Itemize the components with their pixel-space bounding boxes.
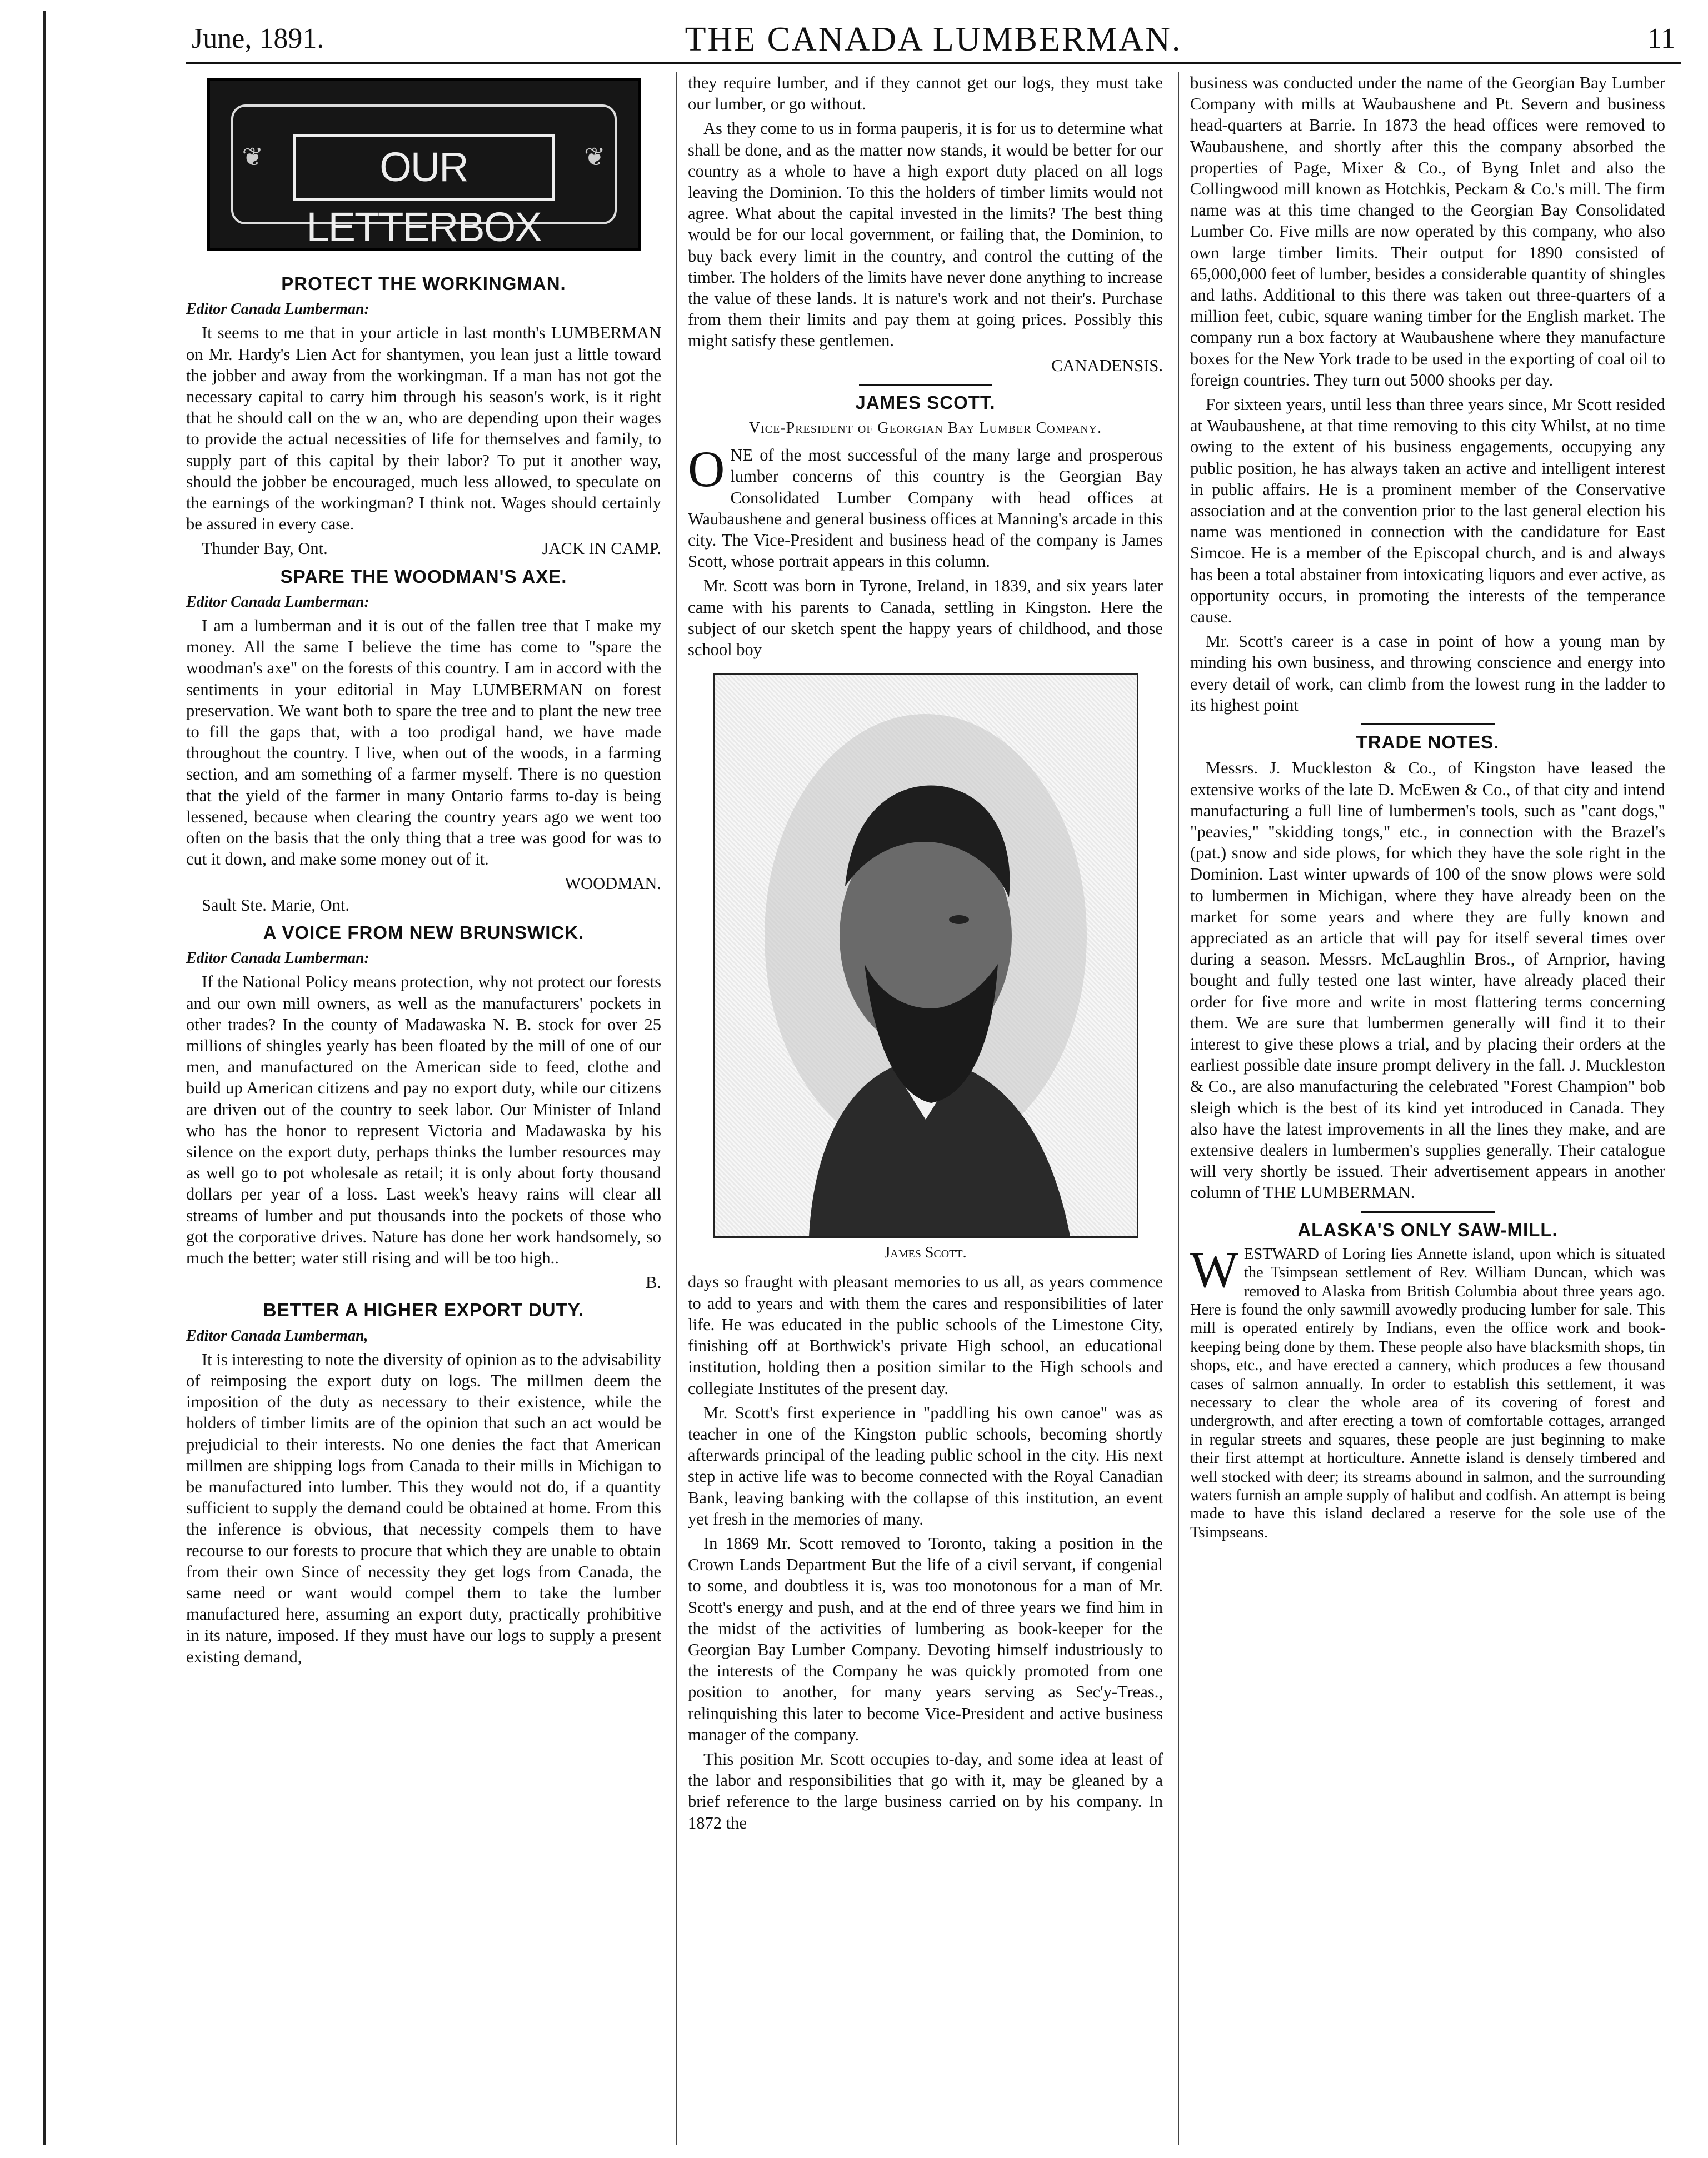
portrait-eye: [949, 915, 969, 924]
ornament-right-icon: ❦: [583, 143, 606, 171]
article-text: ESTWARD of Loring lies Annette island, upon which is situated the Tsimpsean settlement of Rev. William Duncan, which was removed to Alaska from British Columbia about three years ago. Here is found the only sawmill avowedly producing lumber for sale. This mill is operated entirely by Indians, even the office work and book-keeping being done by them. These people also have blacksmith shops, tin shops, etc., and have erected a cannery, which produces a few thousand cases of salmon annually. In order to establish this settlement, it was necessary to clear the whole area of its covering of forest and undergrowth, and after erecting a town of comfortable cottages, arranged in regular streets and squares, these people are just beginning to make their first attempt at horticulture. Annette island is densely timbered and well stocked with deer; its streams abound in salmon, and the surrounding waters furnish an ample supply of halibut and codfish. An attempt is being made to have this island declared a reserve for the sole use of the Tsimpseans.: [1190, 1245, 1665, 1541]
letter-signature: WOODMAN.: [565, 874, 661, 893]
page-header: [186, 17, 1681, 61]
letter-signature: CANADENSIS.: [1051, 356, 1163, 375]
article-paragraph: Mr. Scott's first experience in "paddling his own canoe" was as teacher in one of the Kingston public schools, becoming shortly afterwards principal of the leading public school in the city. His next step in active life was to become connected with the Royal Canadian Bank, leaving banking with the collapse of this institution, an event yet fresh in the memories of many.: [688, 1403, 1163, 1528]
column-2: [688, 72, 1163, 2145]
article-paragraph: I am a lumberman and it is out of the fallen tree that I make my money. All the same I believe the time has come to "spare the woodman's axe" on the forests of this country. I am in accord with the sentiments in your editorial in May LUMBERMAN on forest preservation. We want both to spare the tree and to plant the new tree to fill the gaps that, with a too prodigal hand, we have made throughout the country. I live, when out of the woods, in a farming section, and am something of a farmer myself. There is no question that the yield of the farmer in many Ontario farms to-day is being lessened, because when clearing the country years ago we went too often on the basis that the only thing that a tree was good for was to cut it down, and make some money out of it.: [186, 616, 661, 869]
article-paragraph: days so fraught with pleasant memories to us all, as years commence to add to years and with them the cares and responsibilities of later life. He was educated in the public schools of the Limestone City, finishing off at Borthwick's private High school, an educational institution, holding then a position similar to the High schools and collegiate Institutes of the present day.: [688, 1272, 1163, 1398]
masthead-title: THE CANADA LUMBERMAN.: [685, 21, 1182, 58]
letter-place: Thunder Bay, Ont.: [202, 539, 328, 558]
section-rule: [1361, 723, 1495, 725]
letterbox-label: OUR LETTERBOX: [293, 134, 555, 201]
article-paragraph: In 1869 Mr. Scott removed to Toronto, taking a position in the Crown Lands Department But the life of a civil servant, if congenial to some, and doubtless it is, was too monotonous for a man of Mr. Scott's energy and push, and at the end of three years we find him in the midst of the activities of lumbering as book-keeper for the Georgian Bay Lumber Company. Devoting himself industriously to the interests of the Company he was quickly promoted from one position to another, for many years serving as Sec'y-Treas., relinquishing this later to become Vice-President and active business manager of the company.: [688, 1533, 1163, 1744]
article-paragraph: It is interesting to note the diversity of opinion as to the advisability of reimposing the export duty on logs. The millmen deem the imposition of the duty as necessary to their existence, while the holders of timber limits are of the opinion that such an act would be prejudicial to their interests. No one denies the fact that American millmen are shipping logs from Canada to their mills in Michigan to be manufactured into lumber. This they would not do, if a quantity sufficient to supply the demand could be obtained at home. From this the inference is obvious, that necessity compels them to have recourse to our forests to procure that which they are unable to obtain from their own Since of necessity they get logs from Canada, the same need or want would compel them to take the lumber manufactured here, assuming an export duty, practically prohibitive in its nature, imposed. If they must have our logs to supply a present existing demand,: [186, 1350, 661, 1666]
signature-line: [186, 538, 661, 559]
letter-signature: B.: [646, 1273, 661, 1292]
column-rule-1: [676, 72, 677, 2145]
subheading: Vice-President of Georgian Bay Lumber Company.: [748, 419, 1102, 437]
letterbox-banner: [207, 78, 641, 251]
heading-spare-axe: SPARE THE WOODMAN'S AXE.: [280, 566, 567, 587]
salutation: Editor Canada Lumberman:: [186, 593, 369, 611]
heading-james-scott: JAMES SCOTT.: [855, 392, 996, 413]
column-rule-2: [1178, 72, 1179, 2145]
heading-export-duty: BETTER A HIGHER EXPORT DUTY.: [263, 1300, 585, 1321]
binding-rule: [43, 11, 46, 2145]
article-paragraph: For sixteen years, until less than three years since, Mr Scott resided at Waubaushene, at that time removing to this city Whilst, at no time owing to the extent of his business engagements, occupying any public position, he has always taken an active and intelligent interest in public affairs. He is a prominent member of the Conservative association and at the convention prior to the last general election his name was mentioned in connection with the candidature for East Simcoe. He is a member of the Episcopal church, and is and always has been a total abstainer from intoxicating liquors and ever active, as opportunity occurs, in promoting the interests of the temperance cause.: [1190, 395, 1665, 627]
article-paragraph: they require lumber, and if they cannot get our logs, they must take our lumber, or go without.: [688, 73, 1163, 114]
portrait-caption: James Scott.: [884, 1244, 967, 1262]
column-1: [186, 72, 661, 2145]
salutation: Editor Canada Lumberman:: [186, 950, 369, 967]
column-3: [1190, 72, 1665, 2145]
portrait-illustration: [715, 675, 1137, 1236]
heading-protect-workingman: PROTECT THE WORKINGMAN.: [281, 273, 566, 294]
portrait-engraving: [713, 673, 1138, 1238]
article-paragraph: business was conducted under the name of the Georgian Bay Lumber Company with mills at Waubaushene and Pt. Severn and business head-quarters at Barrie. In 1873 the head offices were removed to Waubaushene, and shortly after this the company absorbed the properties of Page, Mixer & Co., of Byng Inlet and also the Collingwood mill known as Hotchkis, Peckam & Co.'s mill. The firm name was at this time changed to the Georgian Bay Consolidated Lumber Co. Five mills are now operated by this company, who also own large timber limits. Their output for 1890 consisted of 65,000,000 feet of lumber, besides a considerable quantity of shingles and laths. Additional to this there was taken out three-quarters of a million feet, cubic, square waning timber for the English market. The company run a box factory at Waubaushene where they manufacture boxes for the New York trade to be used in the exporting of coal oil to foreign countries. They turn out 5000 shooks per day.: [1190, 73, 1665, 389]
article-paragraph: Mr. Scott was born in Tyrone, Ireland, in 1839, and six years later came with his parents to Canada, settling in Kingston. Here the subject of our sketch spent the happy years of childhood, and those school boy: [688, 576, 1163, 660]
drop-cap: W: [1190, 1241, 1238, 1298]
ornament-left-icon: ❦: [242, 143, 264, 171]
article-paragraph: It seems to me that in your article in last month's LUMBERMAN on Mr. Hardy's Lien Act for shantymen, you lean just a little toward the jobber and away from the workingman. If a man has not got the necessary capital to carry him through his season's work, is it right that he should call on the w an, who are depending upon their wages to provide the actual necessities of life for themselves and family, to supply part of this capital by their labor? To put it another way, should the jobber be encouraged, much less allowed, to speculate on the earnings of the workingman? I think not. Wages should certainly be assured in every case.: [186, 323, 661, 534]
alaska-article: [1190, 1241, 1665, 1542]
header-rule: [186, 62, 1681, 64]
article-text: NE of the most successful of the many large and prosperous lumber concerns of this country is the Georgian Bay Consolidated Lumber Company with head offices at Waubaushene and general business offices at Manning's arcade in this city. The Vice-President and business head of the company is James Scott, whose portrait appears in this column.: [688, 446, 1163, 571]
page-number: 11: [1647, 23, 1675, 54]
drop-cap: O: [688, 441, 725, 498]
salutation: Editor Canada Lumberman:: [186, 301, 369, 318]
article-paragraph: Mr. Scott's career is a case in point of how a young man by minding his own business, and throwing conscience and energy into every detail of work, can climb from the lowest rung in the ladder to its highest point: [1190, 632, 1665, 715]
article-paragraph: [1190, 1241, 1665, 1542]
article-paragraph: This position Mr. Scott occupies to-day, and some idea at least of the labor and responsibilities that go with it, may be gleaned by a brief reference to the large business carried on by his company. In 1872 the: [688, 1749, 1163, 1832]
letter-signature: JACK IN CAMP.: [542, 539, 661, 558]
heading-alaska-saw-mill: ALASKA'S ONLY SAW-MILL.: [1297, 1219, 1558, 1240]
article-paragraph: If the National Policy means protection, why not protect our forests and our own mill owners, as well as the manufacturers' pockets in other trades? In the county of Madawaska N. B. stock for over 25 millions of shingles yearly has been floated by the mill of one of our men, and manufactured on the American side to feed, clothe and build up American citizens and pay no export duty, while our citizens are driven out of the country to seek labor. Our Minister of Inland who has the honor to represent Victoria and Madawaska by his silence on the export duty, perhaps thinks the lumber resources may as well go to pot wholesale as retail; it is only about forty thousand dollars per year of a loss. Last week's heavy rains will clear all streams of lumber and put thousands into the pockets of those who got the corporative drives. Nature has done her work handsomely, so much the better; water still rising and will be too high..: [186, 972, 661, 1267]
article-paragraph: [688, 441, 1163, 572]
article-paragraph: As they come to us in forma pauperis, it is for us to determine what shall be done, and as the matter now stands, it would be better for our country as a whole to have a high export duty placed on all logs leaving the Dominion. To this the holders of timber limits would not agree. What about the capital invested in the limits? The best thing would be for our local government, or failing that, the Dominion, to buy back every limit in the country, and control the cutting of the timber. The holders of the limits have never done anything to increase the value of these lands. It is nature's work and not their's. Purchase from them their limits and pay them at going prices. Possibly this might satisfy these gentlemen.: [688, 119, 1163, 351]
heading-new-brunswick: A VOICE FROM NEW BRUNSWICK.: [263, 922, 585, 943]
section-rule: [1361, 1211, 1495, 1213]
article-paragraph: Messrs. J. Muckleston & Co., of Kingston have leased the extensive works of the late D. McEwen & Co., of that city and intend manufacturing a full line of lumbermen's tools, such as "cant dogs," "peavies," "skidding tongs," etc., in connection with the Brazel's (pat.) snow and side plows, for which they have the sole right in the Dominion. Last winter upwards of 100 of the snow plows were sold to lumbermen in Michigan, where they have already been on the market for some years and where they are fully known and appreciated as an article that will pay for itself several times over during a season. Messrs. McLaughlin Bros., of Arnprior, having bought and fully tested one last winter, have already placed their order for five more and write in most flattering terms concerning them. We are sure that lumbermen generally will find it to their interest to give these plows a trial, and by placing their orders at the earliest possible date insure prompt delivery in the fall. J. Muckleston & Co., are also manufacturing the celebrated "Forest Champion" bob sleigh which is the best of its kind yet introduced in Canada. They also have the latest improvements in all the lines they make, and are extensive dealers in lumbermen's supplies generally. Their catalogue will very shortly be issued. Their advertisement appears in another column of THE LUMBERMAN.: [1190, 758, 1665, 1202]
issue-date: June, 1891.: [192, 23, 324, 54]
heading-trade-notes: TRADE NOTES.: [1356, 732, 1500, 753]
letter-place: Sault Ste. Marie, Ont.: [202, 895, 349, 915]
section-rule: [859, 384, 992, 386]
salutation: Editor Canada Lumberman,: [186, 1327, 368, 1345]
